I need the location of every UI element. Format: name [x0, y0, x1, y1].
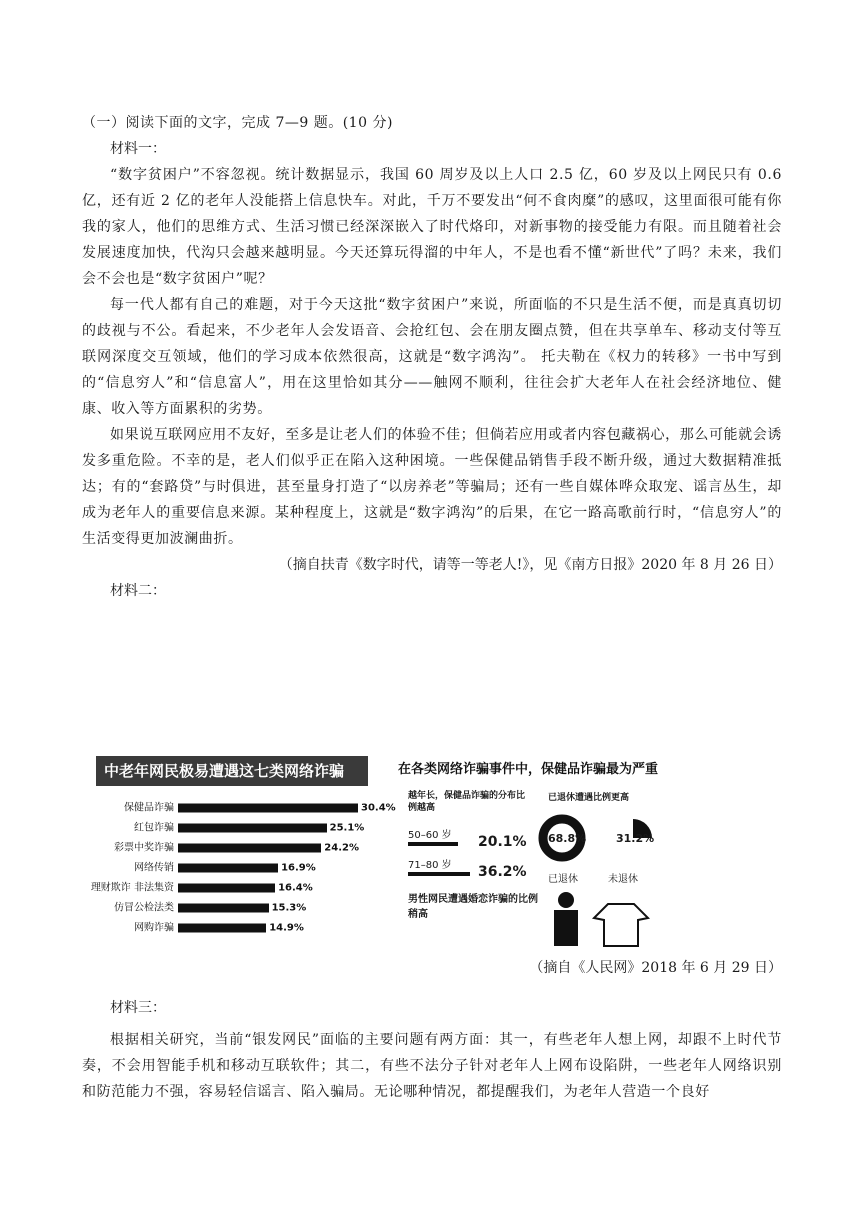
- bar-category-label: 网购诈骗: [134, 922, 174, 934]
- material-3-paragraph: 根据相关研究，当前“银发网民”面临的主要问题有两方面：其一，有些老年人想上网，却跟不上时代节奏，不会用智能手机和移动互联软件；其二，有些不法分子针对老年人上网布设陷阱，一些老年人网络识别和防范能力不强，容易轻信谣言、陷入骗局。无论哪种情况，都提醒我们，为老年人营造一个良好: [82, 1032, 782, 1100]
- bar-category-label: 理财欺诈 非法集资: [90, 882, 174, 894]
- material-2-label: 材料二：: [110, 583, 166, 599]
- bar-value-label: 16.9%: [281, 862, 316, 874]
- age-value-1: 20.1%: [478, 834, 527, 850]
- bar-category-label: 保健品诈骗: [124, 802, 174, 814]
- age-bar-1: [408, 842, 458, 846]
- material-1-source: （摘自扶青《数字时代，请等一等老人!》，见《南方日报》2020 年 8 月 26 日）: [278, 557, 782, 573]
- bar-row: [90, 878, 390, 898]
- elderly-figure-illustration: [548, 890, 653, 948]
- panel-title: 在各类网络诈骗事件中，保健品诈骗最为严重: [398, 762, 659, 777]
- bar-value-label: 30.4%: [361, 802, 396, 814]
- fraud-stats-panel: [398, 750, 658, 950]
- bar-value-label: 25.1%: [329, 822, 365, 834]
- retired-label: 已退休: [548, 874, 578, 885]
- bar-category-label: 网络传销: [134, 862, 174, 874]
- bar-value-label: 14.9%: [269, 922, 304, 934]
- chart-title: 中老年网民极易遭遇这七类网络诈骗: [96, 756, 368, 786]
- bar-row: [90, 818, 390, 838]
- bar-row: [90, 858, 390, 878]
- bar-row: [90, 918, 390, 938]
- bar-value-label: 16.4%: [278, 882, 313, 894]
- age-subtitle: 越年长，保健品诈骗的分布比例越高: [408, 791, 526, 813]
- bar: [178, 864, 278, 873]
- age-bar-2: [408, 872, 470, 876]
- retired-subtitle: 已退休遭遇比例更高: [548, 793, 630, 803]
- bar: [178, 844, 321, 853]
- bar: [178, 904, 269, 913]
- bar-row: [90, 838, 390, 858]
- age-label-2: 71–80 岁: [408, 860, 452, 871]
- material-2-source: （摘自《人民网》2018 年 6 月 29 日）: [529, 960, 782, 976]
- material-3-label: 材料三：: [110, 1000, 166, 1016]
- bar-category-label: 仿冒公检法类: [114, 902, 174, 914]
- material-1-paragraph-1: “数字贫困户”不容忽视。统计数据显示，我国 60 周岁及以上人口 2.5 亿，60 岁及以上网民只有 0.6 亿，还有近 2 亿的老年人没能搭上信息快车。对此，千万不要发出“何不食肉糜”的感叹，这里面很可能有你我的家人，他们的思维方式、生活习惯已经深深嵌入了时代烙印，对新事物的接受能力有限。而且随着社会发展速度加快，代沟只会越来越明显。今天还算玩得溜的中年人，不是也看不懂“新世代”了吗？未来，我们会不会也是“数字贫困户”呢？: [82, 167, 782, 287]
- bar-value-label: 24.2%: [324, 842, 359, 854]
- age-value-2: 36.2%: [478, 864, 527, 880]
- bar: [178, 884, 275, 893]
- material-1-paragraph-3: 如果说互联网应用不友好，至多是让老人们的体验不佳；但倘若应用或者内容包藏祸心，那么可能就会诱发多重危险。不幸的是，老人们似乎正在陷入这种困境。一些保健品销售手段不断升级，通过大数据精准抵达；有的“套路贷”与时俱进，甚至量身打造了“以房养老”等骗局；还有一些自媒体哗众取宠、谣言丛生，却成为老年人的重要信息来源。某种程度上，这就是“数字鸿沟”的后果，在它一路高歌前行时，“信息穷人”的生活变得更加波澜曲折。: [82, 427, 782, 547]
- bar-category-label: 彩票中奖诈骗: [114, 842, 174, 854]
- bar: [178, 824, 327, 833]
- material-1-label: 材料一：: [110, 141, 166, 157]
- age-label-1: 50–60 岁: [408, 830, 452, 841]
- bar-row: [90, 898, 390, 918]
- not-retired-label: 未退休: [608, 874, 638, 885]
- bar-row: [90, 798, 396, 818]
- bar-value-label: 15.3%: [271, 902, 307, 914]
- text-block-bottom: [82, 955, 782, 1105]
- not-retired-value: 31.2%: [616, 832, 655, 845]
- bar-category-label: 红包诈骗: [134, 822, 174, 834]
- bar: [178, 804, 358, 813]
- bar: [178, 924, 266, 933]
- retired-value: 68.8%: [548, 832, 587, 845]
- material-2-figure: [90, 750, 659, 950]
- material-1-paragraph-2: 每一代人都有自己的难题，对于今天这批“数字贫困户”来说，所面临的不只是生活不便，而是真真切切的歧视与不公。看起来，不少老年人会发语音、会抢红包、会在朋友圈点赞，但在共享单车、移动支付等互联网深度交互领域，他们的学习成本依然很高，这就是“数字鸿沟”。 托夫勒在《权力的转移》一书中写到的“信息穷人”和“信息富人”，用在这里恰如其分——触网不顺利，往往会扩大老年人在社会经济地位、健康、收入等方面累积的劣势。: [82, 297, 782, 417]
- text-block-top: [82, 110, 782, 604]
- section-heading: （一）阅读下面的文字，完成 7—9 题。(10 分): [82, 115, 393, 131]
- panel-note: 男性网民遭遇婚恋诈骗的比例稍高: [408, 894, 538, 920]
